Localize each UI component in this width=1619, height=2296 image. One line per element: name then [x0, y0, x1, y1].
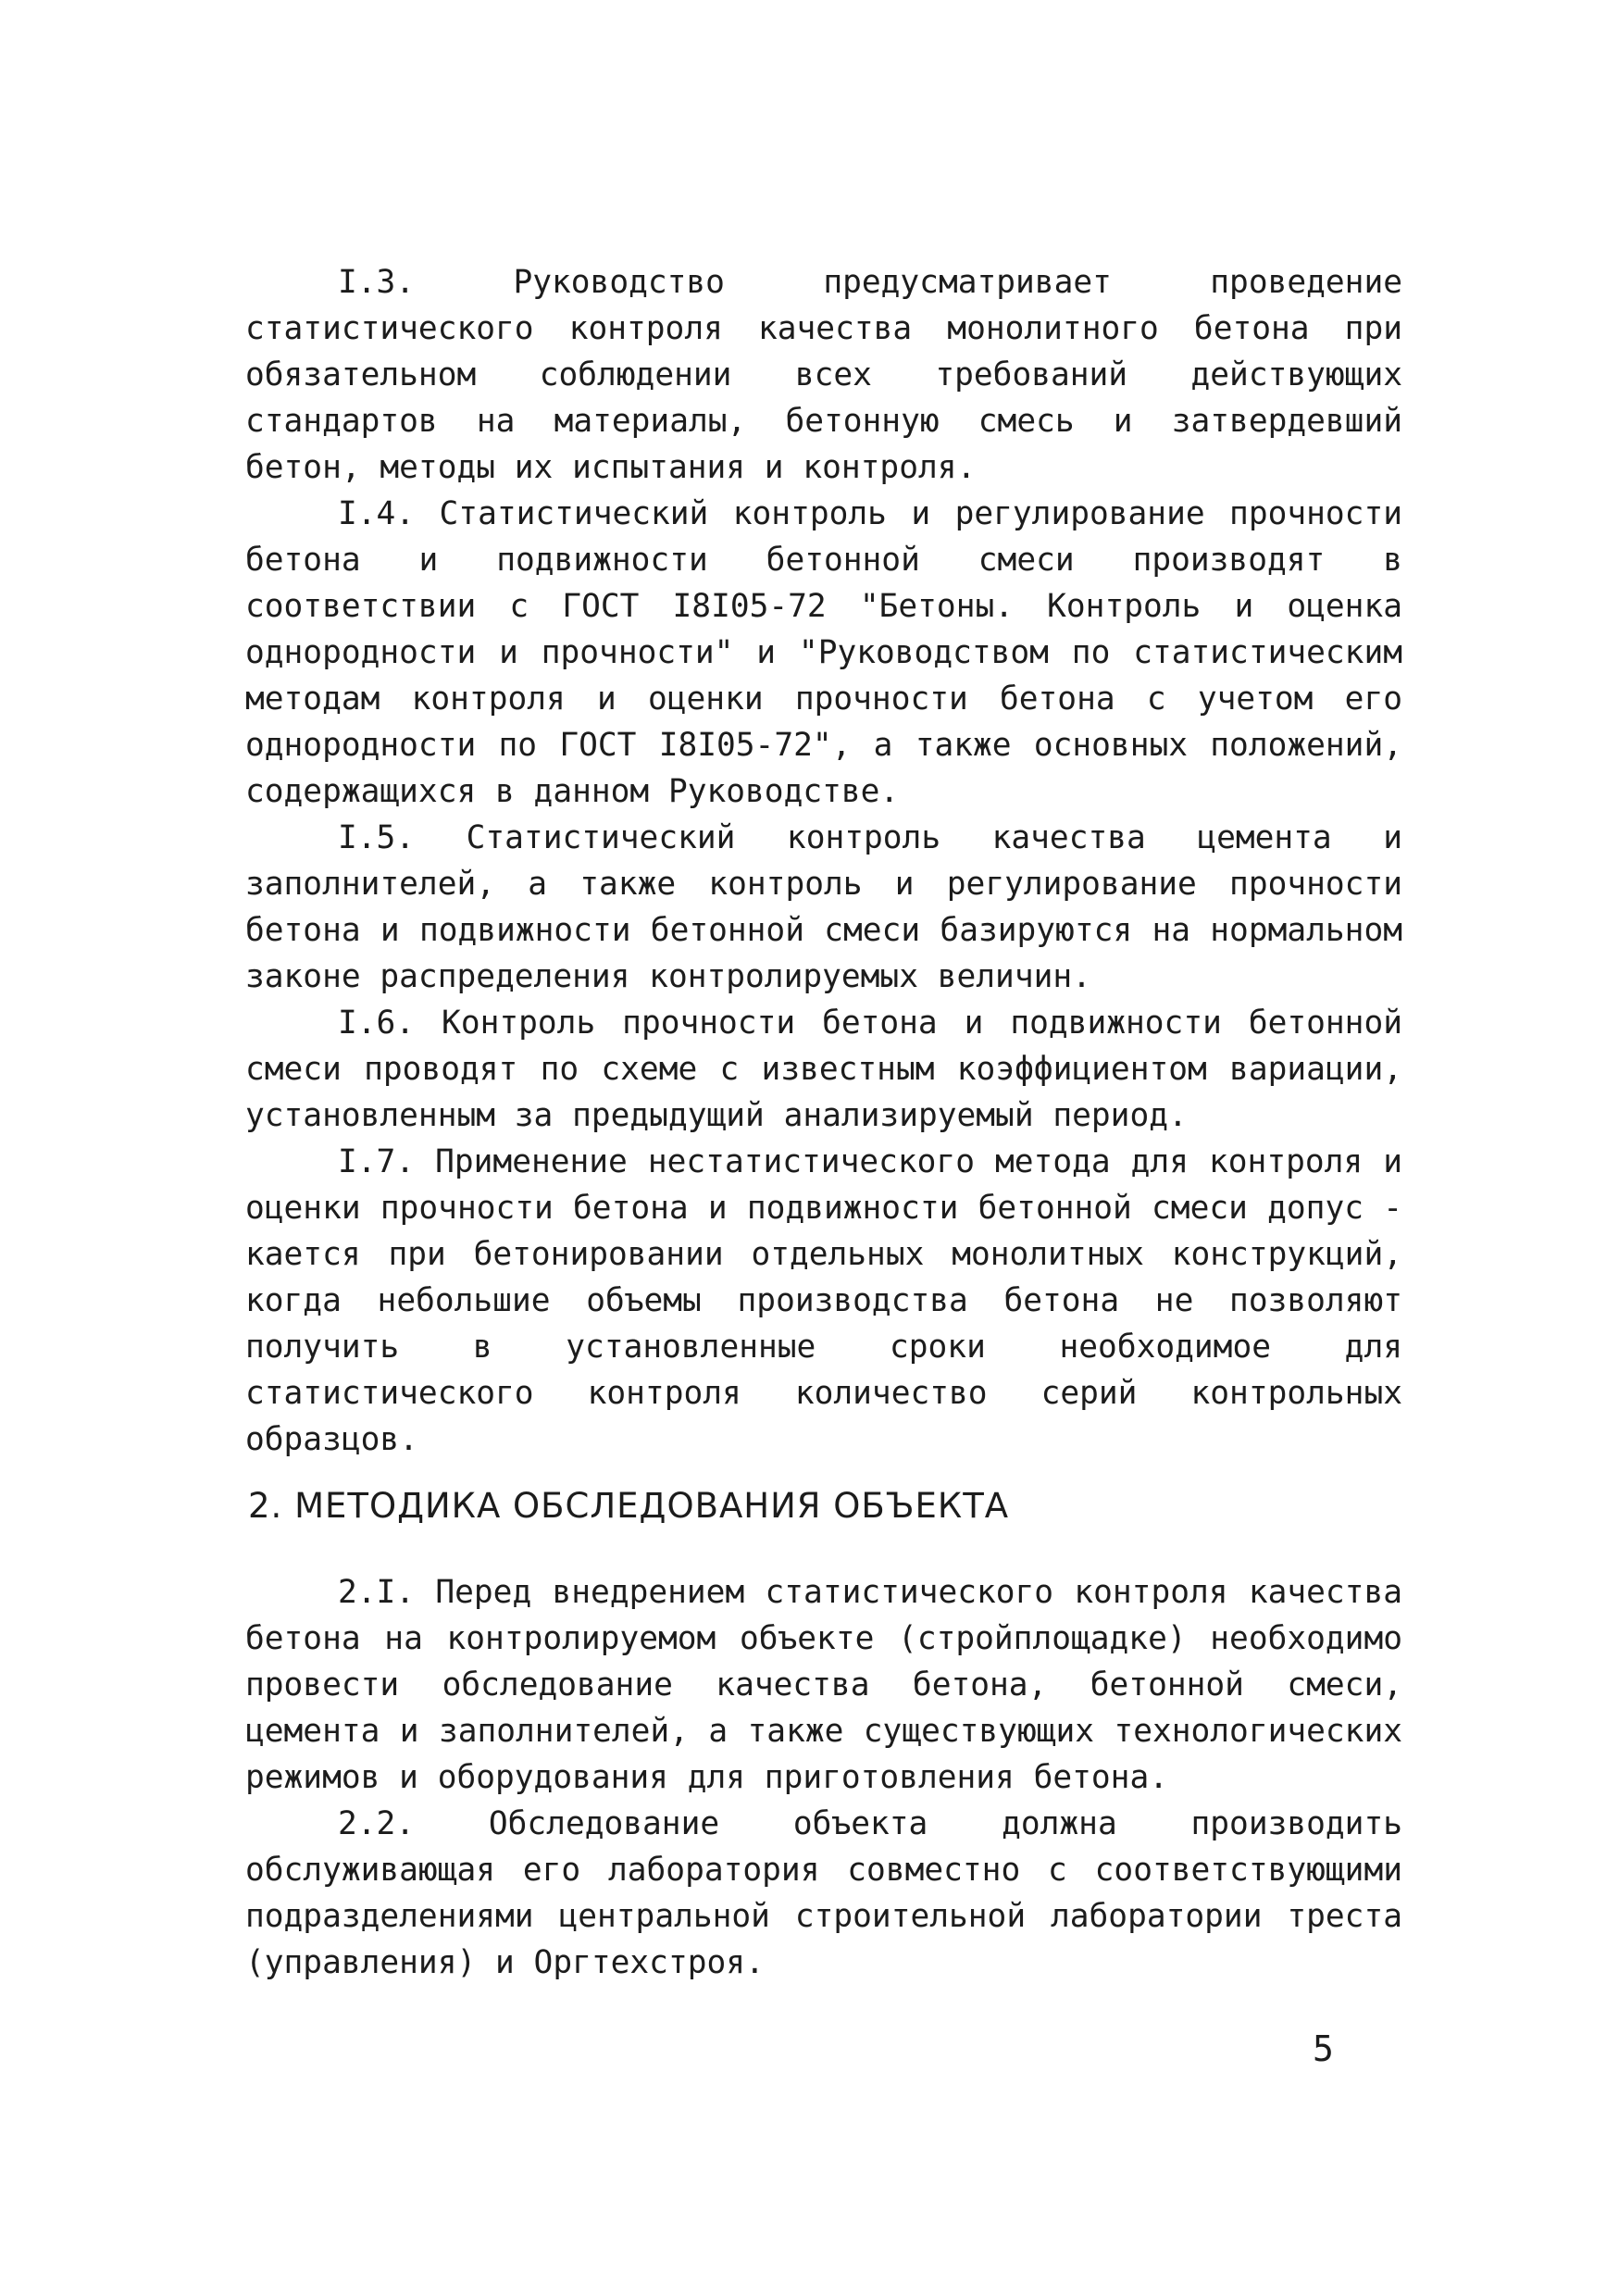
paragraph-1-5: I.5. Статистический контроль качества цемента и заполнителей, а также контроль и регулирование прочности бетона и подвижности бетонной смеси базируются на нормальном законе распределения контролируемых величин.: [245, 819, 1402, 995]
paragraph-1-3: I.3. Руководство предусматривает проведение статистического контроля качества монолитного бетона при обязательном соблюдении всех требований действующих стандартов на материалы, бетонную смесь и затвердевший бетон, методы их испытания и контроля.: [245, 264, 1402, 486]
paragraph-1-4: I.4. Статистический контроль и регулирование прочности бетона и подвижности бетонной смеси производят в соответствии с ГОСТ I8I05-72 "Бетоны. Контроль и оценка однородности и прочности" и "Руководством по статистическим методам контроля и оценки прочности бетона с учетом его однородности по ГОСТ I8I05-72", а также основных положений, содержащихся в данном Руководстве.: [245, 495, 1402, 810]
section-2-text: [245, 1569, 1402, 1986]
paragraph-2-2: 2.2. Обследование объекта должна производить обслуживающая его лаборатория совместно с соответствующими подразделениями центральной строительной лаборатории треста (управления) и Оргтехстроя.: [245, 1805, 1402, 1981]
paragraph-2-1: 2.I. Перед внедрением статистического контроля качества бетона на контролируемом объекте (стройплощадке) необходимо провести обследование качества бетона, бетонной смеси, цемента и заполнителей, а также существующих технологических режимов и оборудования для приготовления бетона.: [245, 1574, 1402, 1796]
paragraph-1-6: I.6. Контроль прочности бетона и подвижности бетонной смеси проводят по схеме с известным коэффициентом вариации, установленным за предыдущий анализируемый период.: [245, 1004, 1402, 1134]
page-number: 5: [1313, 2028, 1334, 2069]
section-1-text: [245, 259, 1402, 1463]
section-2-heading: 2. МЕТОДИКА ОБСЛЕДОВАНИЯ ОБЪЕКТА: [248, 1486, 1010, 1526]
paragraph-1-7: I.7. Применение нестатистического метода для контроля и оценки прочности бетона и подвижности бетонной смеси допус - кается при бетонировании отдельных монолитных конструкций, когда небольшие объемы производства бетона не позволяют получить в установленные сроки необходимое для статистического контроля количество серий контрольных образцов.: [245, 1143, 1402, 1458]
